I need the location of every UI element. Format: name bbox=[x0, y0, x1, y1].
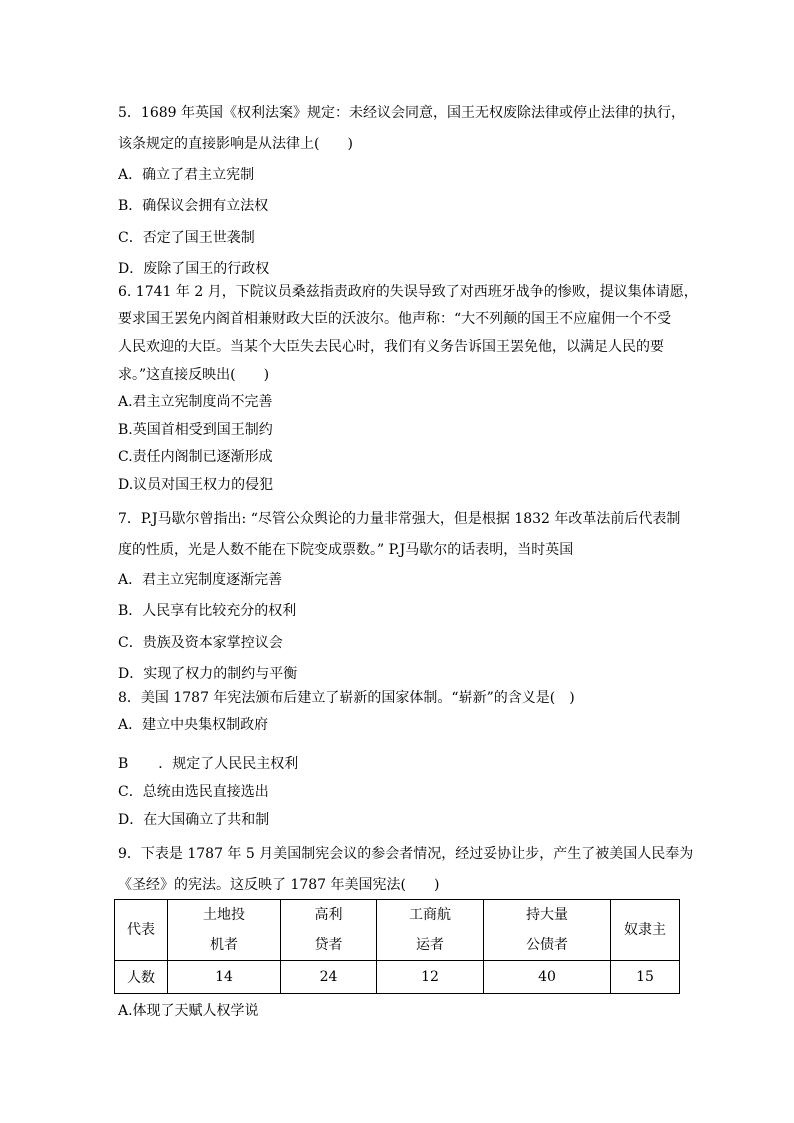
q9-stem-line-1: 9．下表是 1787 年 5 月美国制宪会议的参会者情况，经过妥协让步，产生了被美国人民奉为 bbox=[118, 846, 694, 862]
header-label-cell: 代表 bbox=[115, 900, 168, 961]
header-cell bbox=[377, 900, 484, 961]
q9-option-a: A.体现了天赋人权学说 bbox=[118, 1003, 259, 1019]
header-line-1: 持大量 bbox=[526, 907, 568, 923]
q8-option-a: A．建立中央集权制政府 bbox=[118, 717, 269, 733]
q6-stem-line-1: 6. 1741 年 2 月，下院议员桑兹指责政府的失误导致了对西班牙战争的惨败，提议集体请愿， bbox=[118, 284, 698, 300]
q8-option-d: D．在大国确立了共和制 bbox=[118, 812, 270, 828]
q9-stem-line-2: 《圣经》的宪法。这反映了 1787 年美国宪法( ) bbox=[118, 877, 440, 893]
q7-stem-line-1: 7．P.J马歇尔曾指出: “尽管公众舆论的力量非常强大，但是根据 1832 年改革法前后代表制 bbox=[118, 511, 681, 527]
q7-stem-line-2: 度的性质，光是人数不能在下院变成票数。” P.J马歇尔的话表明，当时英国 bbox=[118, 542, 574, 558]
q5-option-b: B．确保议会拥有立法权 bbox=[118, 198, 269, 214]
participants-table bbox=[114, 899, 680, 994]
q7-option-a: A．君主立宪制度逐渐完善 bbox=[118, 572, 283, 588]
header-line-2: 贷者 bbox=[314, 937, 343, 953]
q6-stem-line-2: 要求国王罢免内阁首相兼财政大臣的沃波尔。他声称：“大不列颠的国王不应雇佣一个不受 bbox=[118, 311, 672, 327]
q8-option-b-text: ．规定了人民民主权利 bbox=[158, 756, 299, 772]
header-cell bbox=[281, 900, 377, 961]
header-cell bbox=[611, 900, 680, 961]
q5-option-a: A．确立了君主立宪制 bbox=[118, 167, 255, 183]
count-cell: 14 bbox=[168, 961, 281, 994]
header-cell bbox=[484, 900, 611, 961]
count-cell: 12 bbox=[377, 961, 484, 994]
q6-option-a: A.君主立宪制度尚不完善 bbox=[118, 394, 273, 410]
row-label-cell: 人数 bbox=[115, 961, 168, 994]
q5-stem-line-1: 5．1689 年英国《权利法案》规定：未经议会同意，国王无权废除法律或停止法律的执行， bbox=[118, 105, 685, 121]
q7-option-d: D．实现了权力的制约与平衡 bbox=[118, 666, 298, 682]
count-cell: 15 bbox=[611, 961, 680, 994]
q7-option-c: C．贵族及资本家掌控议会 bbox=[118, 635, 283, 651]
header-line-1: 高利 bbox=[314, 907, 343, 923]
q6-option-d: D.议员对国王权力的侵犯 bbox=[118, 477, 274, 493]
header-line-2: 公债者 bbox=[526, 937, 568, 953]
q8-option-b bbox=[118, 755, 298, 773]
header-line-2: 运者 bbox=[416, 937, 444, 953]
header-line-1: 工商航 bbox=[409, 907, 451, 923]
table-header-row bbox=[115, 900, 680, 961]
q8-option-c: C．总统由选民直接选出 bbox=[118, 784, 269, 800]
header-line-1: 奴隶主 bbox=[624, 922, 666, 938]
q6-stem-line-3: 人民欢迎的大臣。当某个大臣失去民心时，我们有义务告诉国王罢免他，以满足人民的要 bbox=[118, 339, 664, 355]
q8-option-b-letter: B bbox=[118, 756, 129, 772]
q5-option-c: C．否定了国王世袭制 bbox=[118, 230, 255, 246]
q5-option-d: D．废除了国王的行政权 bbox=[118, 261, 270, 277]
q6-stem-line-4: 求。”这直接反映出( ) bbox=[118, 367, 270, 383]
q5-stem-line-2: 该条规定的直接影响是从法律上( ) bbox=[118, 136, 353, 152]
count-cell: 24 bbox=[281, 961, 377, 994]
q7-option-b: B．人民享有比较充分的权利 bbox=[118, 603, 297, 619]
header-line-2: 机者 bbox=[210, 937, 238, 953]
header-cell bbox=[168, 900, 281, 961]
count-cell: 40 bbox=[484, 961, 611, 994]
q8-stem-line-1: 8．美国 1787 年宪法颁布后建立了崭新的国家体制。“崭新”的含义是( ) bbox=[118, 690, 575, 706]
table-row bbox=[115, 961, 680, 994]
q6-option-b: B.英国首相受到国王制约 bbox=[118, 422, 273, 438]
q6-option-c: C.责任内阁制已逐渐形成 bbox=[118, 449, 273, 465]
header-line-1: 土地投 bbox=[203, 907, 245, 923]
